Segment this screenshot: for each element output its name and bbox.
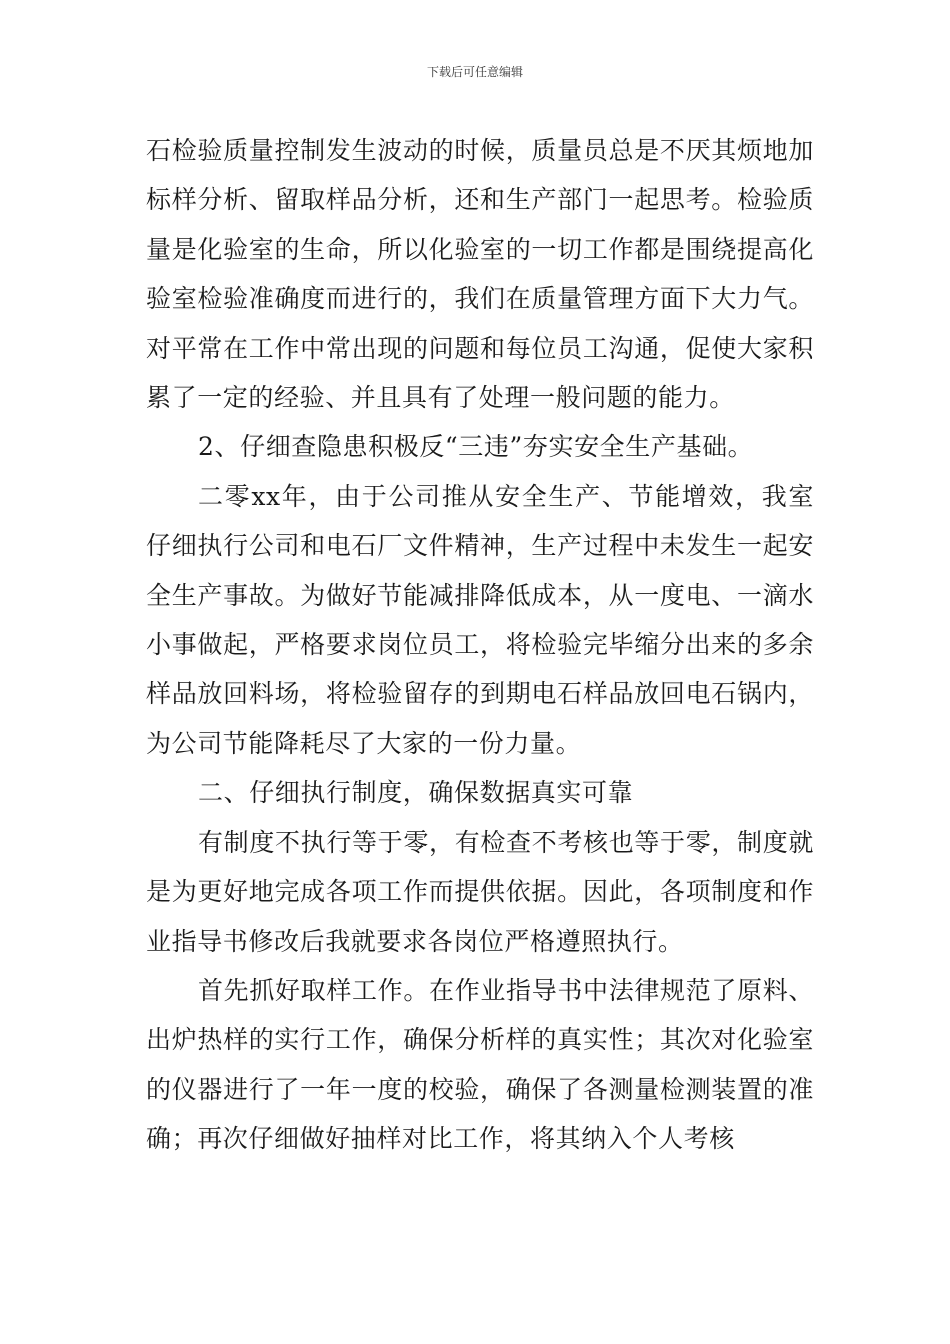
section-heading-two: 二、仔细执行制度，确保数据真实可靠 xyxy=(198,778,634,808)
paragraph-sampling-work: 首先抓好取样工作。在作业指导书中法律规范了原料、出炉热样的实行工作，确保分析样的真实性；其次对化验室的仪器进行了一年一度的校验，确保了各测量检测装置的准确；再次仔细做好抽样对比工作，将其纳入个人考核 xyxy=(146,975,814,1154)
paragraph-system-execution: 有制度不执行等于零，有检查不考核也等于零，制度就是为更好地完成各项工作而提供依据。因此，各项制度和作业指导书修改后我就要求各岗位严格遵照执行。 xyxy=(146,827,814,956)
page-header: 下载后可任意编辑 xyxy=(426,65,523,79)
paragraph-safety-body: 二零xx年，由于公司推从安全生产、节能增效，我室仔细执行公司和电石厂文件精神，生产过程中未发生一起安全生产事故。为做好节能减排降低成本，从一度电、一滴水小事做起，严格要求岗位员工，将检验完毕缩分出来的多余样品放回料场，将检验留存的到期电石样品放回电石锅内，为公司节能降耗尽了大家的一份力量。 xyxy=(146,481,814,758)
document-body xyxy=(146,126,814,1164)
paragraph-safety-heading: 2、仔细查隐患积极反“三违”夯实安全生产基础。 xyxy=(198,432,754,462)
paragraph-continuation: 石检验质量控制发生波动的时候，质量员总是不厌其烦地加标样分析、留取样品分析，还和生产部门一起思考。检验质量是化验室的生命，所以化验室的一切工作都是围绕提高化验室检验准确度而进行的，我们在质量管理方面下大力气。对平常在工作中常出现的问题和每位员工沟通，促使大家积累了一定的经验、并且具有了处理一般问题的能力。 xyxy=(146,136,814,413)
